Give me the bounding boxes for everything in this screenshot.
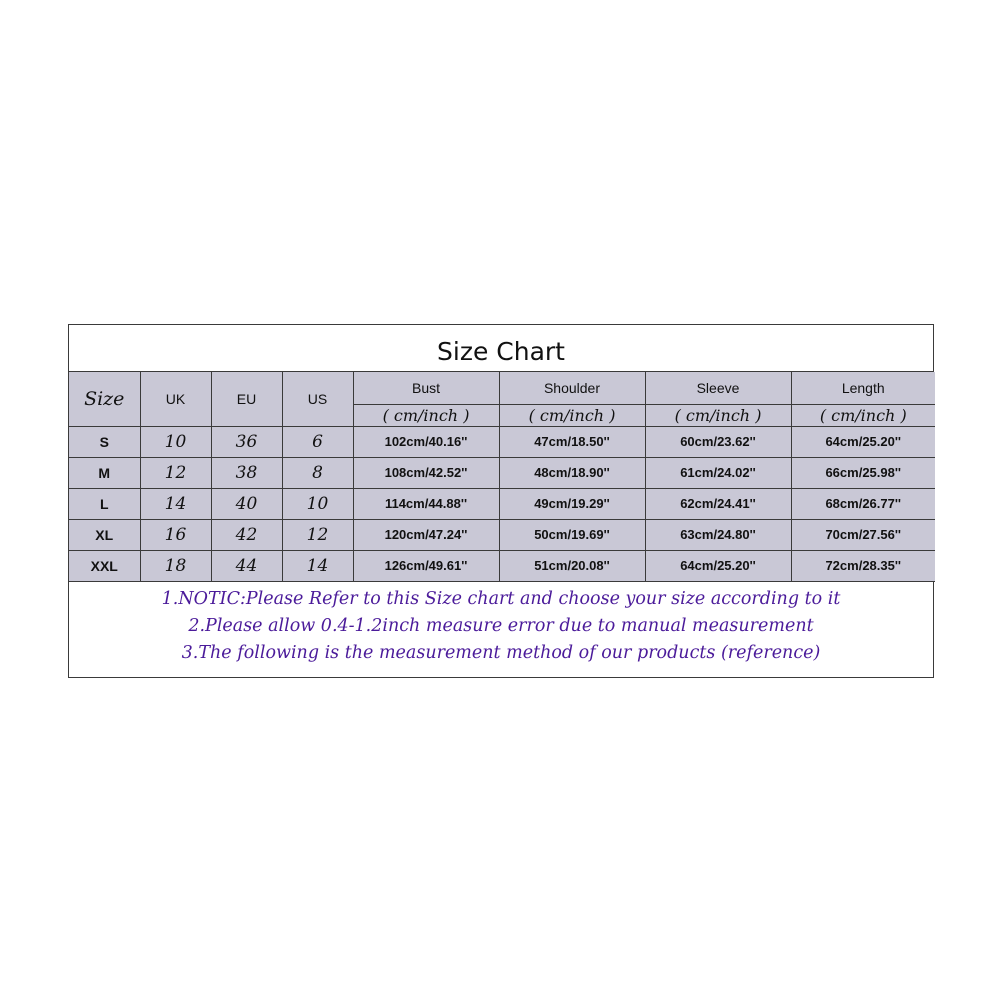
table-row (69, 457, 935, 488)
us-cell: 10 (282, 488, 353, 519)
eu-cell: 40 (211, 488, 282, 519)
sleeve-cell: 63cm/24.80'' (645, 519, 791, 550)
eu-cell: 38 (211, 457, 282, 488)
length-cell: 70cm/27.56'' (791, 519, 935, 550)
length-cell: 64cm/25.20'' (791, 426, 935, 457)
uk-cell: 14 (140, 488, 211, 519)
us-cell: 8 (282, 457, 353, 488)
size-cell: M (69, 457, 140, 488)
bust-cell: 108cm/42.52'' (353, 457, 499, 488)
sleeve-cell: 61cm/24.02'' (645, 457, 791, 488)
table-row (69, 519, 935, 550)
size-table (69, 372, 935, 582)
shoulder-cell: 49cm/19.29'' (499, 488, 645, 519)
shoulder-cell: 51cm/20.08'' (499, 550, 645, 581)
table-row (69, 488, 935, 519)
shoulder-cell: 48cm/18.90'' (499, 457, 645, 488)
eu-cell: 42 (211, 519, 282, 550)
size-header: Size (69, 372, 140, 426)
uk-cell: 16 (140, 519, 211, 550)
length-cell: 66cm/25.98'' (791, 457, 935, 488)
size-notes (69, 582, 933, 667)
size-cell: L (69, 488, 140, 519)
uk-cell: 18 (140, 550, 211, 581)
size-cell: XL (69, 519, 140, 550)
us-cell: 12 (282, 519, 353, 550)
us-header: US (282, 372, 353, 426)
note-line: 2.Please allow 0.4-1.2inch measure error due to manual measurement (188, 615, 814, 636)
us-cell: 14 (282, 550, 353, 581)
table-row (69, 550, 935, 581)
bust-cell: 120cm/47.24'' (353, 519, 499, 550)
us-cell: 6 (282, 426, 353, 457)
bust-cell: 102cm/40.16'' (353, 426, 499, 457)
sleeve-cell: 62cm/24.41'' (645, 488, 791, 519)
note-line: 1.NOTIC:Please Refer to this Size chart and choose your size according to it (161, 588, 841, 609)
sleeve-unit: ( cm/inch ) (645, 404, 791, 426)
sleeve-cell: 64cm/25.20'' (645, 550, 791, 581)
size-cell: XXL (69, 550, 140, 581)
size-cell: S (69, 426, 140, 457)
table-row (69, 426, 935, 457)
eu-header: EU (211, 372, 282, 426)
size-chart (68, 324, 934, 678)
eu-cell: 44 (211, 550, 282, 581)
uk-cell: 10 (140, 426, 211, 457)
sleeve-header: Sleeve (645, 372, 791, 404)
sleeve-cell: 60cm/23.62'' (645, 426, 791, 457)
shoulder-cell: 47cm/18.50'' (499, 426, 645, 457)
shoulder-header: Shoulder (499, 372, 645, 404)
uk-header: UK (140, 372, 211, 426)
length-header: Length (791, 372, 935, 404)
header-row (69, 372, 935, 404)
bust-cell: 126cm/49.61'' (353, 550, 499, 581)
bust-cell: 114cm/44.88'' (353, 488, 499, 519)
uk-cell: 12 (140, 457, 211, 488)
bust-unit: ( cm/inch ) (353, 404, 499, 426)
eu-cell: 36 (211, 426, 282, 457)
shoulder-cell: 50cm/19.69'' (499, 519, 645, 550)
chart-title: Size Chart (69, 325, 933, 372)
note-line: 3.The following is the measurement method of our products (reference) (181, 642, 821, 663)
length-unit: ( cm/inch ) (791, 404, 935, 426)
length-cell: 72cm/28.35'' (791, 550, 935, 581)
length-cell: 68cm/26.77'' (791, 488, 935, 519)
bust-header: Bust (353, 372, 499, 404)
shoulder-unit: ( cm/inch ) (499, 404, 645, 426)
